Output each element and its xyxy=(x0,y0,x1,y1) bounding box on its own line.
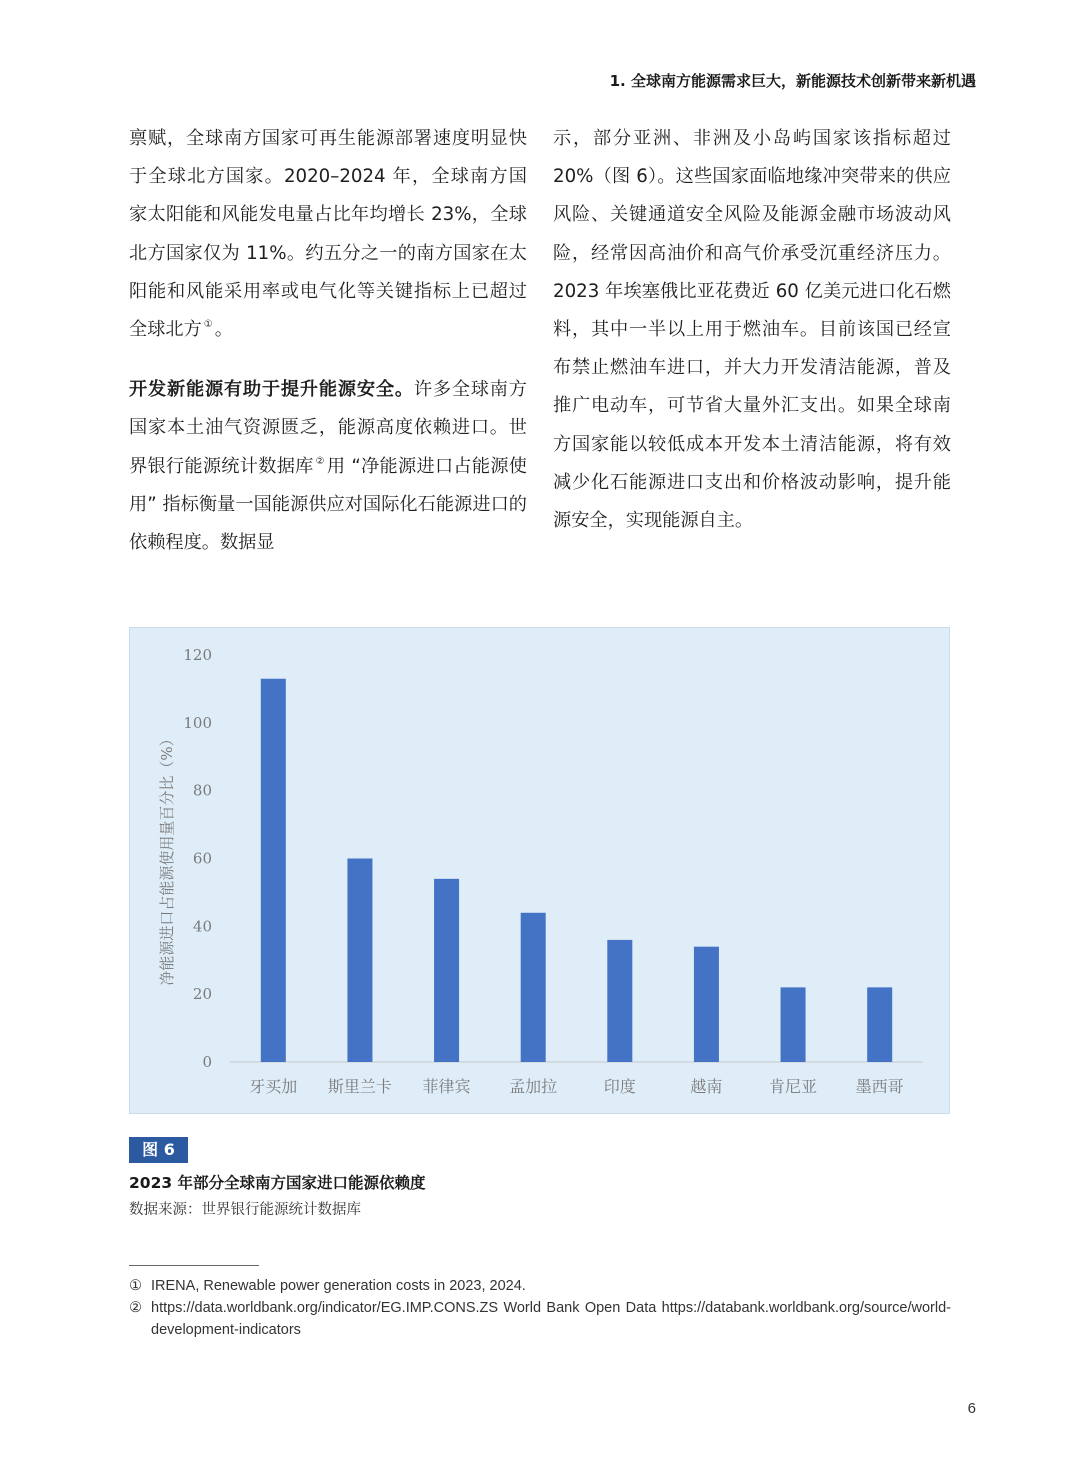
y-tick-label: 120 xyxy=(183,646,212,664)
footnotes xyxy=(129,1275,951,1341)
bar xyxy=(434,879,459,1062)
footnote-divider xyxy=(129,1265,259,1266)
bar xyxy=(867,987,892,1062)
footnote-ref-2[interactable]: ② xyxy=(315,455,325,467)
footnote-2 xyxy=(129,1297,951,1341)
footnote-mark: ② xyxy=(129,1300,142,1316)
footnote-link-text[interactable]: https://data.worldbank.org/indicator/EG.IMP.CONS.ZS World Bank Open Data https://databank.worldbank.org/source/world-development-indicators xyxy=(151,1300,951,1338)
bar xyxy=(607,940,632,1062)
bar xyxy=(781,987,806,1062)
running-header: 1. 全球南方能源需求巨大，新能源技术创新带来新机遇 xyxy=(609,72,976,90)
body-column-left xyxy=(129,120,527,562)
paragraph-1-end: 。 xyxy=(214,319,233,341)
figure-title: 2023 年部分全球南方国家进口能源依赖度 xyxy=(129,1174,426,1192)
paragraph-1-text: 禀赋，全球南方国家可再生能源部署速度明显快于全球北方国家。2020–2024 年，全球南方国家太阳能和风能发电量占比年均增长 23%，全球北方国家仅为 11%。约五分之一的南方国家在太阳能和风能采用率或电气化等关键指标上已超过全球北方 xyxy=(129,128,527,341)
bar xyxy=(694,947,719,1062)
bar xyxy=(521,913,546,1062)
x-tick-label: 印度 xyxy=(603,1077,636,1096)
y-tick-label: 80 xyxy=(192,781,212,800)
x-tick-label: 牙买加 xyxy=(249,1077,298,1096)
footnote-text: IRENA, Renewable power generation costs in 2023, 2024. xyxy=(151,1278,526,1294)
paragraph-2 xyxy=(129,371,527,562)
x-tick-label: 越南 xyxy=(690,1077,723,1096)
y-tick-label: 0 xyxy=(202,1053,212,1071)
x-tick-label: 斯里兰卡 xyxy=(327,1077,392,1096)
bar xyxy=(261,679,286,1062)
y-tick-label: 20 xyxy=(192,985,212,1004)
y-tick-label: 60 xyxy=(192,849,212,868)
footnote-1 xyxy=(129,1275,951,1297)
body-column-right xyxy=(553,120,951,540)
paragraph-2-text: 许多全球南方国家本土油气资源匮乏，能源高度依赖进口。世界银行能源统计数据库 xyxy=(129,379,527,477)
bar-chart xyxy=(130,628,951,1115)
figure-source: 数据来源：世界银行能源统计数据库 xyxy=(129,1202,361,1218)
figure-chart xyxy=(129,627,950,1114)
x-tick-label: 孟加拉 xyxy=(509,1077,558,1096)
paragraph-1 xyxy=(129,120,527,349)
bar xyxy=(347,859,372,1063)
y-tick-label: 100 xyxy=(183,713,212,732)
footnote-ref-1[interactable]: ① xyxy=(203,319,213,331)
paragraph-lead-heading: 开发新能源有助于提升能源安全。 xyxy=(129,379,414,401)
paragraph-3: 示，部分亚洲、非洲及小岛屿国家该指标超过 20%（图 6）。这些国家面临地缘冲突带来的供应风险、关键通道安全风险及能源金融市场波动风险，经常因高油价和高气价承受沉重经济压力。2023 年埃塞俄比亚花费近 60 亿美元进口化石燃料，其中一半以上用于燃油车。目前该国已经宣布禁止燃油车进口，并大力开发清洁能源，普及推广电动车，可节省大量外汇支出。如果全球南方国家能以较低成本开发本土清洁能源，将有效减少化石能源进口支出和价格波动影响，提升能源安全，实现能源自主。 xyxy=(553,128,951,532)
paragraph-2-end: 用 “净能源进口占能源使用” 指标衡量一国能源供应对国际化石能源进口的依赖程度。数据显 xyxy=(129,455,527,554)
page-number: 6 xyxy=(967,1400,976,1417)
x-tick-label: 墨西哥 xyxy=(855,1077,904,1096)
y-axis-title: 净能源进口占能源使用量百分比（%） xyxy=(158,731,176,986)
x-tick-label: 肯尼亚 xyxy=(769,1077,818,1096)
y-tick-label: 40 xyxy=(192,917,212,936)
footnote-mark: ① xyxy=(129,1278,142,1294)
x-tick-label: 菲律宾 xyxy=(422,1077,471,1096)
figure-label: 图 6 xyxy=(129,1137,188,1163)
